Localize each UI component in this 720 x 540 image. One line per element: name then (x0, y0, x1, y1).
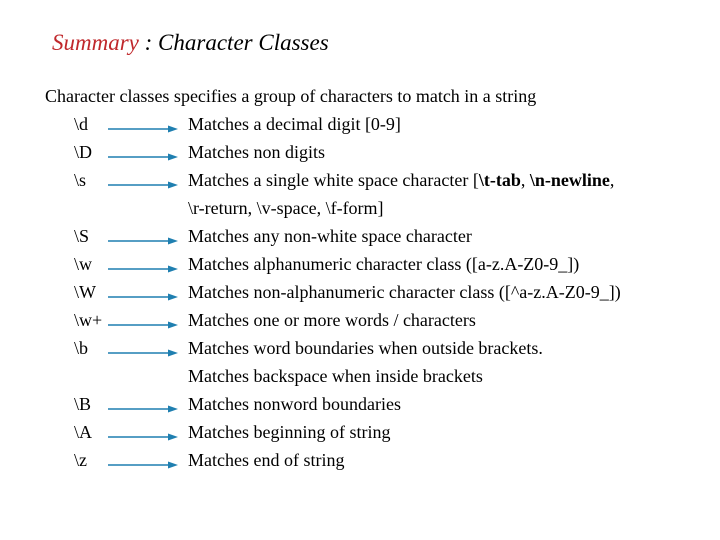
regex-code: \z (74, 450, 87, 470)
regex-description: Matches nonword boundaries (188, 394, 401, 414)
regex-code: \B (74, 394, 92, 414)
regex-description-cont: Matches backspace when inside brackets (188, 366, 483, 386)
list-item (0, 114, 720, 142)
arrow-right-icon (108, 153, 178, 161)
regex-code: \S (74, 226, 90, 246)
regex-description: Matches non-alphanumeric character class ([^a-z.A-Z0-9_]) (188, 282, 621, 302)
list-item (0, 338, 720, 394)
list-item (0, 422, 720, 450)
list-item (0, 254, 720, 282)
arrow-right-icon (108, 433, 178, 441)
arrow-right-icon (108, 405, 178, 413)
regex-description: Matches non digits (188, 142, 325, 162)
regex-description: Matches any non-white space character (188, 226, 472, 246)
slide-title (52, 30, 329, 56)
regex-description-cont: \r-return, \v-space, \f-form] (188, 198, 384, 218)
list-item (0, 282, 720, 310)
intro-text: Character classes specifies a group of characters to match in a string (45, 86, 537, 106)
regex-code: \A (74, 422, 92, 442)
arrow-right-icon (108, 349, 178, 357)
regex-description (188, 170, 614, 191)
list-item (0, 310, 720, 338)
title-accent: Summary (52, 30, 139, 55)
list-item (0, 226, 720, 254)
arrow-right-icon (108, 237, 178, 245)
regex-code: \d (74, 114, 89, 134)
arrow-right-icon (108, 125, 178, 133)
regex-code: \w+ (74, 310, 103, 330)
regex-code: \D (74, 142, 92, 162)
arrow-right-icon (108, 461, 178, 469)
list-item (0, 450, 720, 478)
desc-mid: , (520, 170, 530, 190)
desc-post: , (609, 170, 615, 190)
list-item (0, 142, 720, 170)
title-rest: : Character Classes (138, 30, 329, 55)
arrow-right-icon (108, 321, 178, 329)
arrow-right-icon (108, 181, 178, 189)
newline-escape: \n-newline (529, 170, 610, 190)
regex-description: Matches one or more words / characters (188, 310, 476, 330)
regex-description: Matches beginning of string (188, 422, 391, 442)
regex-description: Matches word boundaries when outside brackets. (188, 338, 543, 358)
regex-description: Matches a decimal digit [0-9] (188, 114, 401, 134)
tab-escape: \t-tab (478, 170, 521, 190)
regex-description: Matches alphanumeric character class ([a-z.A-Z0-9_]) (188, 254, 580, 274)
arrow-right-icon (108, 293, 178, 301)
regex-code: \w (74, 254, 92, 274)
arrow-right-icon (108, 265, 178, 273)
desc-pre: Matches a single white space character [ (188, 170, 479, 190)
list-item (0, 394, 720, 422)
list-item (0, 170, 720, 226)
regex-code: \W (74, 282, 96, 302)
regex-description: Matches end of string (188, 450, 345, 470)
regex-code: \b (74, 338, 89, 358)
regex-code: \s (74, 170, 87, 190)
